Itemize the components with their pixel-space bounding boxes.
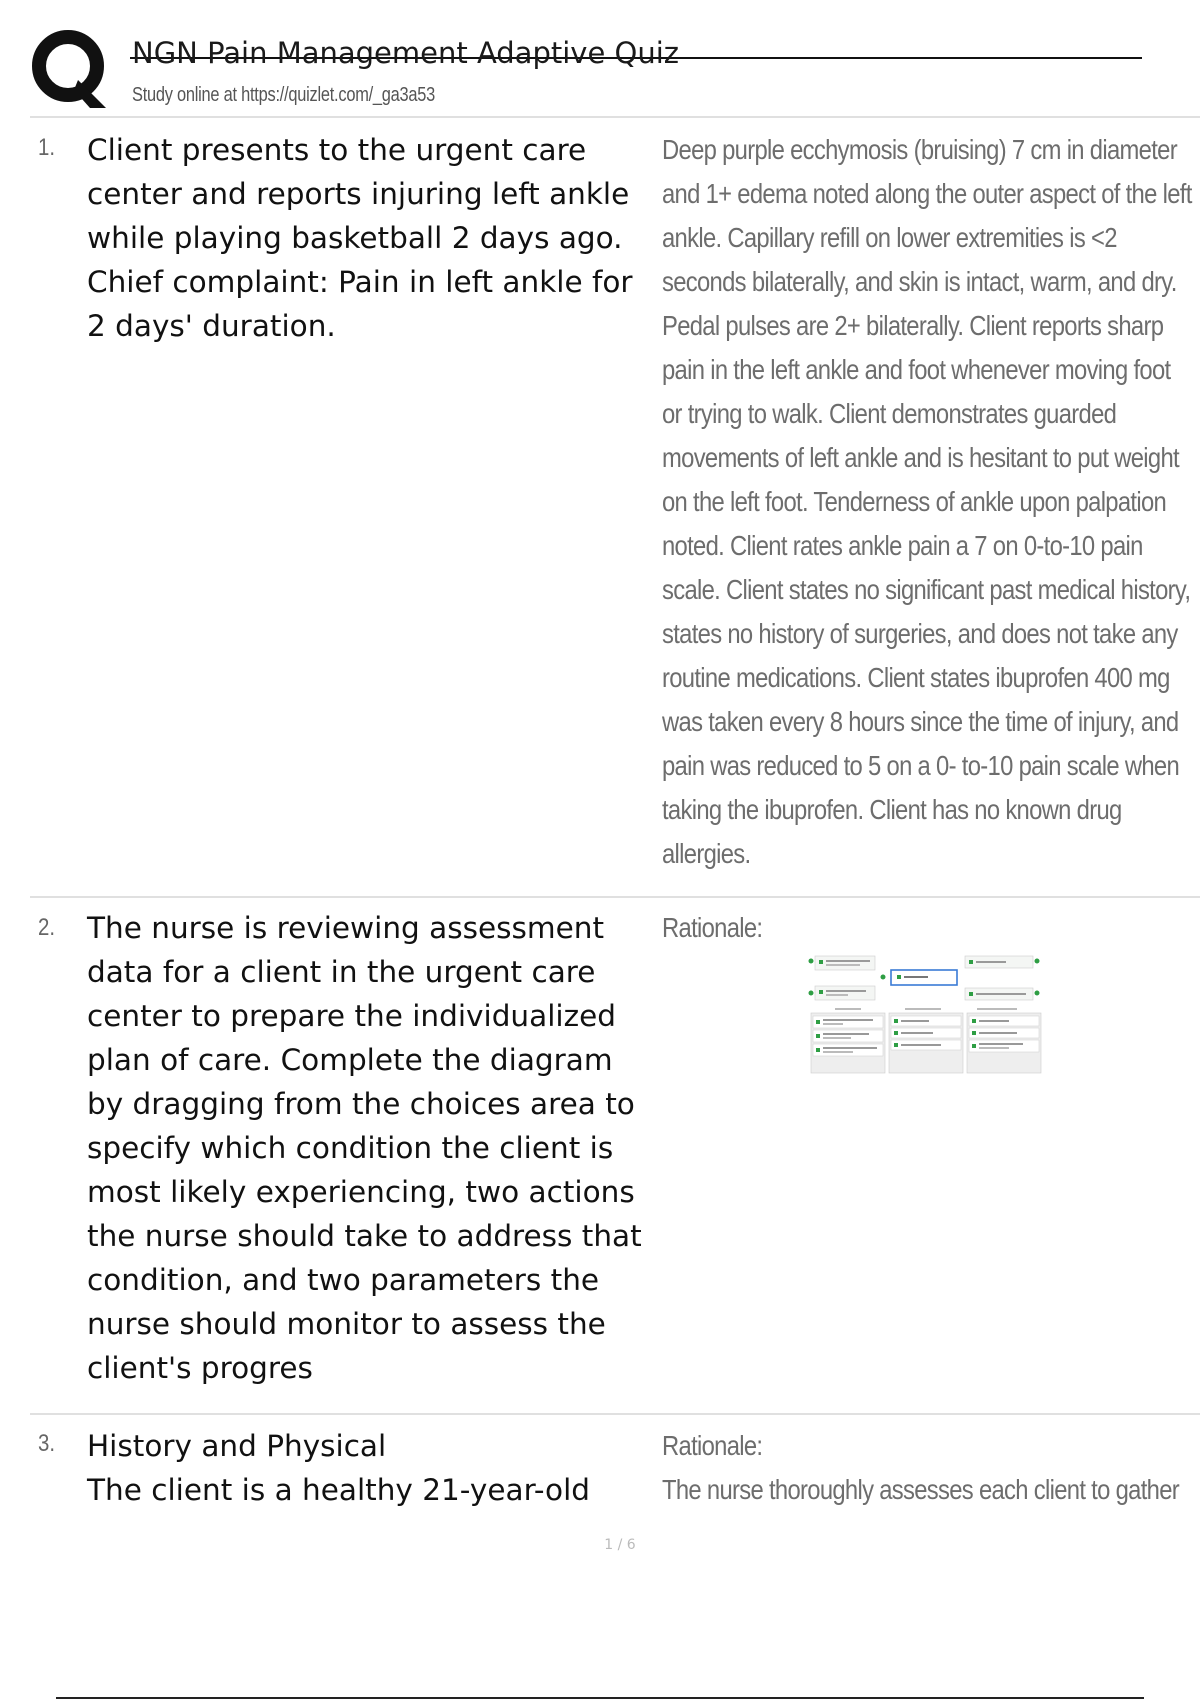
care-plan-diagram-image	[805, 955, 1045, 1080]
quizlet-logo-icon	[30, 28, 114, 112]
card-term-line: History and Physical	[87, 1429, 387, 1463]
study-online-link[interactable]: Study online at https://quizlet.com/_ga3a53	[132, 84, 436, 106]
card-term-line: The client is a healthy 21-year-old	[87, 1473, 591, 1507]
card-term: Client presents to the urgent care center and reports injuring left ankle while playing basketball 2 days ago. Chief complaint: Pain in left ankle for 2 days' duration.	[87, 133, 633, 343]
card-definition-line: The nurse thoroughly assesses each client to gather	[662, 1474, 1180, 1505]
page-number: 1 / 6	[604, 1537, 636, 1553]
card-definition-line: Rationale:	[662, 1430, 763, 1461]
footer-rule	[56, 1697, 1144, 1699]
page-title: NGN Pain Management Adaptive Quiz	[132, 36, 679, 70]
card-term: The nurse is reviewing assessment data for a client in the urgent care center to prepare the individualized plan of care. Complete the diagram by dragging from the choices area to specify which condition the client is most likely experiencing, two actions the nurse should take to address that condition, and two parameters the nurse should monitor to assess the client's progres	[87, 911, 642, 1385]
card-number: 1.	[38, 134, 56, 161]
divider	[30, 896, 1200, 898]
divider	[30, 1413, 1200, 1415]
card-definition	[662, 128, 1192, 876]
divider	[30, 116, 1200, 118]
card-definition	[662, 1424, 1192, 1512]
card-definition	[662, 906, 1192, 950]
card-term	[87, 1424, 657, 1512]
card-number: 3.	[38, 1430, 56, 1457]
card-number: 2.	[38, 914, 56, 941]
card-definition-text: Rationale:	[662, 912, 763, 943]
card-definition-text: Deep purple ecchymosis (bruising) 7 cm in diameter and 1+ edema noted along the outer aspect of the left ankle. Capillary refill on lower extremities is <2 seconds bilaterally, and skin is intact, warm, and dry. Pedal pulses are 2+ bilaterally. Client reports sharp pain in the left ankle and foot whenever moving foot or trying to walk. Client demonstrates guarded movements of left ankle and is hesitant to put weight on the left foot. Tenderness of ankle upon palpation noted. Client rates ankle pain a 7 on 0-to-10 pain scale. Client states no significant past medical history, states no history of surgeries, and does not take any routine medications. Client states ibuprofen 400 mg was taken every 8 hours since the time of injury, and pain was reduced to 5 on a 0- to-10 pain scale when taking the ibuprofen. Client has no known drug allergies.	[662, 134, 1192, 869]
